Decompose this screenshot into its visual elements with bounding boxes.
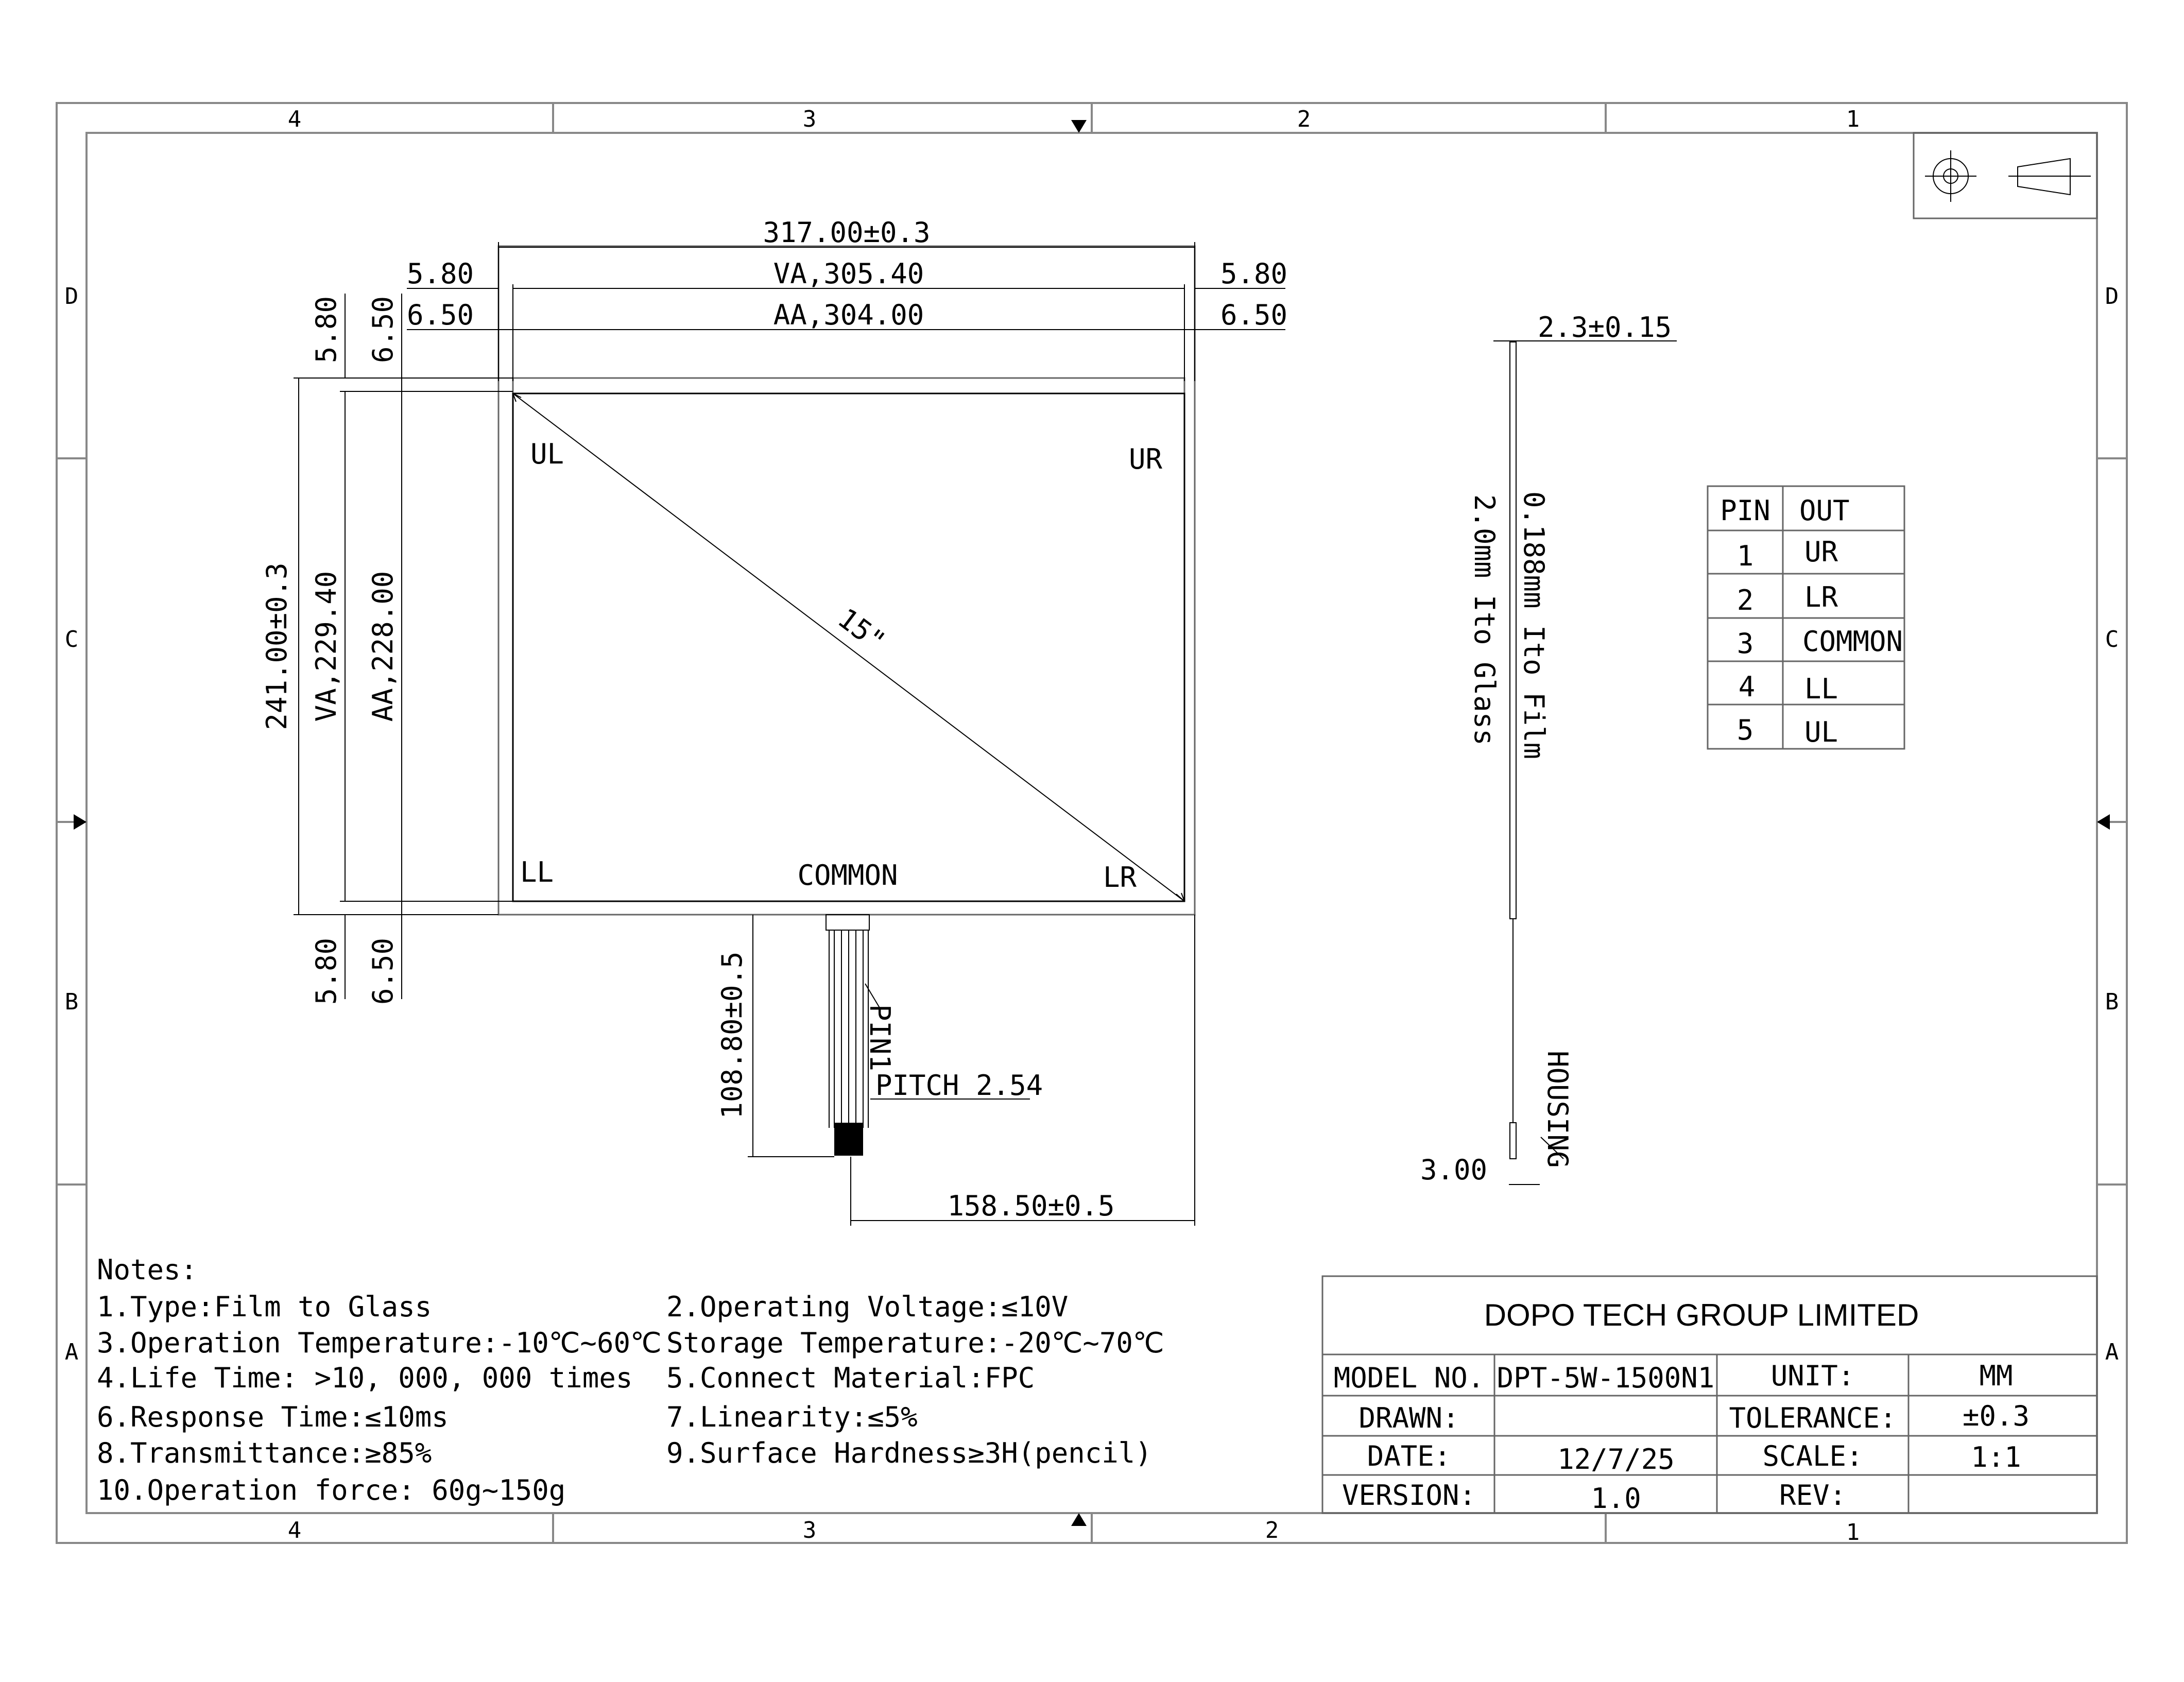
column-label-top: 1: [1846, 106, 1860, 132]
column-label-bottom: 4: [287, 1517, 302, 1543]
side-view: [1493, 341, 1677, 1185]
bottom-aa-dim: 6.50: [367, 937, 399, 1005]
pin-number: 1: [1736, 540, 1754, 572]
notes: [97, 1254, 1164, 1506]
row-label-left: C: [64, 626, 79, 653]
row-label-right: D: [2105, 283, 2119, 310]
pitch-label: PITCH 2.54: [875, 1069, 1043, 1102]
pin-number: 4: [1738, 671, 1756, 703]
overall-width-dim: 317.00±0.3: [763, 216, 931, 249]
column-label-top: 3: [802, 106, 817, 132]
fpc-stiffener: [834, 1123, 863, 1156]
common-label: COMMON: [797, 859, 898, 891]
note-item: 3.Operation Temperature:-10℃~60℃: [97, 1327, 662, 1359]
bottom-center-arrow: [1071, 1513, 1087, 1526]
column-label-top: 2: [1297, 106, 1311, 132]
border-aa-left-dim: 6.50: [406, 299, 474, 331]
model-value: DPT-5W-1500N1: [1497, 1362, 1715, 1394]
unit-value: MM: [1979, 1360, 2013, 1392]
column-label-bottom: 1: [1846, 1519, 1860, 1546]
diagonal-line: [513, 393, 1184, 901]
date-value: 12/7/25: [1557, 1443, 1675, 1475]
row-label-left: A: [64, 1339, 79, 1365]
pin-output: UL: [1804, 716, 1838, 748]
corner-ur: UR: [1129, 443, 1163, 475]
company-name: DOPO TECH GROUP LIMITED: [1484, 1298, 1919, 1332]
ito-film-label: 0.188mm Ito Film: [1518, 491, 1550, 760]
version-label: VERSION:: [1342, 1479, 1476, 1512]
rev-label: REV:: [1779, 1479, 1847, 1512]
ito-glass-label: 2.0mm Ito Glass: [1468, 494, 1501, 746]
note-item: 8.Transmittance:≥85%: [97, 1437, 432, 1469]
pin1-label: PIN1: [864, 1004, 896, 1072]
note-item: 1.Type:Film to Glass: [97, 1291, 432, 1323]
border-va-left-dim: 5.80: [406, 258, 474, 290]
right-center-arrow: [2097, 814, 2110, 830]
aa-width-dim: AA,304.00: [773, 299, 924, 331]
diagonal-size: 15": [832, 602, 892, 658]
panel-outline: [498, 246, 1195, 915]
row-label-right: C: [2105, 626, 2119, 653]
pin-output: COMMON: [1802, 625, 1903, 658]
note-item: 6.Response Time:≤10ms: [97, 1401, 449, 1433]
border-va-right-dim: 5.80: [1220, 258, 1288, 290]
unit-label: UNIT:: [1770, 1360, 1855, 1392]
bottom-va-dim: 5.80: [310, 937, 342, 1005]
tolerance-value: ±0.3: [1962, 1400, 2030, 1432]
tolerance-label: TOLERANCE:: [1729, 1402, 1897, 1434]
pin-table-header-pin: PIN: [1720, 494, 1770, 527]
notes-heading: Notes:: [97, 1254, 198, 1286]
version-value: 1.0: [1591, 1482, 1641, 1515]
row-label-left: B: [64, 989, 79, 1015]
aa-height-dim: AA,228.00: [367, 571, 399, 722]
row-label-right: B: [2105, 989, 2119, 1015]
pin-number: 3: [1736, 627, 1754, 660]
pin-output: LR: [1804, 581, 1838, 613]
border-aa-right-dim: 6.50: [1220, 299, 1288, 331]
note-item: 4.Life Time: >10, 000, 000 times: [97, 1362, 633, 1394]
tail-offset-dim: 158.50±0.5: [947, 1190, 1115, 1222]
column-label-bottom: 2: [1265, 1517, 1279, 1543]
overall-height-dim: 241.00±0.3: [261, 562, 293, 730]
housing-label: HOUSING: [1541, 1051, 1574, 1168]
note-item: 7.Linearity:≤5%: [666, 1401, 918, 1433]
side-thickness-dim: 2.3±0.15: [1538, 311, 1672, 344]
pin-number: 5: [1736, 714, 1754, 746]
model-label: MODEL NO.: [1333, 1362, 1485, 1394]
top-va-dim: 5.80: [310, 296, 342, 364]
pin-output: LL: [1804, 673, 1838, 705]
pin-table-header-out: OUT: [1799, 494, 1850, 527]
note-item: 2.Operating Voltage:≤10V: [666, 1291, 1069, 1323]
pin-output: UR: [1804, 536, 1838, 568]
left-center-arrow: [74, 814, 87, 830]
note-item: Storage Temperature:-20℃~70℃: [666, 1327, 1164, 1359]
note-item: 5.Connect Material:FPC: [666, 1362, 1035, 1394]
note-item: 9.Surface Hardness≥3H(pencil): [666, 1437, 1152, 1469]
top-aa-dim: 6.50: [367, 296, 399, 364]
column-label-top: 4: [287, 106, 302, 132]
scale-label: SCALE:: [1762, 1440, 1863, 1472]
row-label-left: D: [64, 283, 79, 310]
corner-lr: LR: [1103, 861, 1137, 894]
projection-symbol-icon: [1914, 133, 2097, 218]
va-height-dim: VA,229.40: [310, 571, 342, 722]
corner-ul: UL: [530, 438, 564, 470]
row-label-right: A: [2105, 1339, 2119, 1365]
note-item: 10.Operation force: 60g~150g: [97, 1474, 566, 1506]
drawn-label: DRAWN:: [1358, 1402, 1459, 1434]
pin-number: 2: [1736, 584, 1754, 616]
tail-length-dim: 108.80±0.5: [716, 951, 748, 1119]
column-label-bottom: 3: [802, 1517, 817, 1543]
date-label: DATE:: [1367, 1440, 1451, 1472]
top-center-arrow: [1071, 120, 1087, 133]
va-width-dim: VA,305.40: [773, 258, 924, 290]
housing-dim: 3.00: [1420, 1154, 1487, 1186]
panel-front-view: [498, 246, 1195, 915]
scale-value: 1:1: [1971, 1441, 2021, 1473]
corner-ll: LL: [520, 856, 554, 888]
